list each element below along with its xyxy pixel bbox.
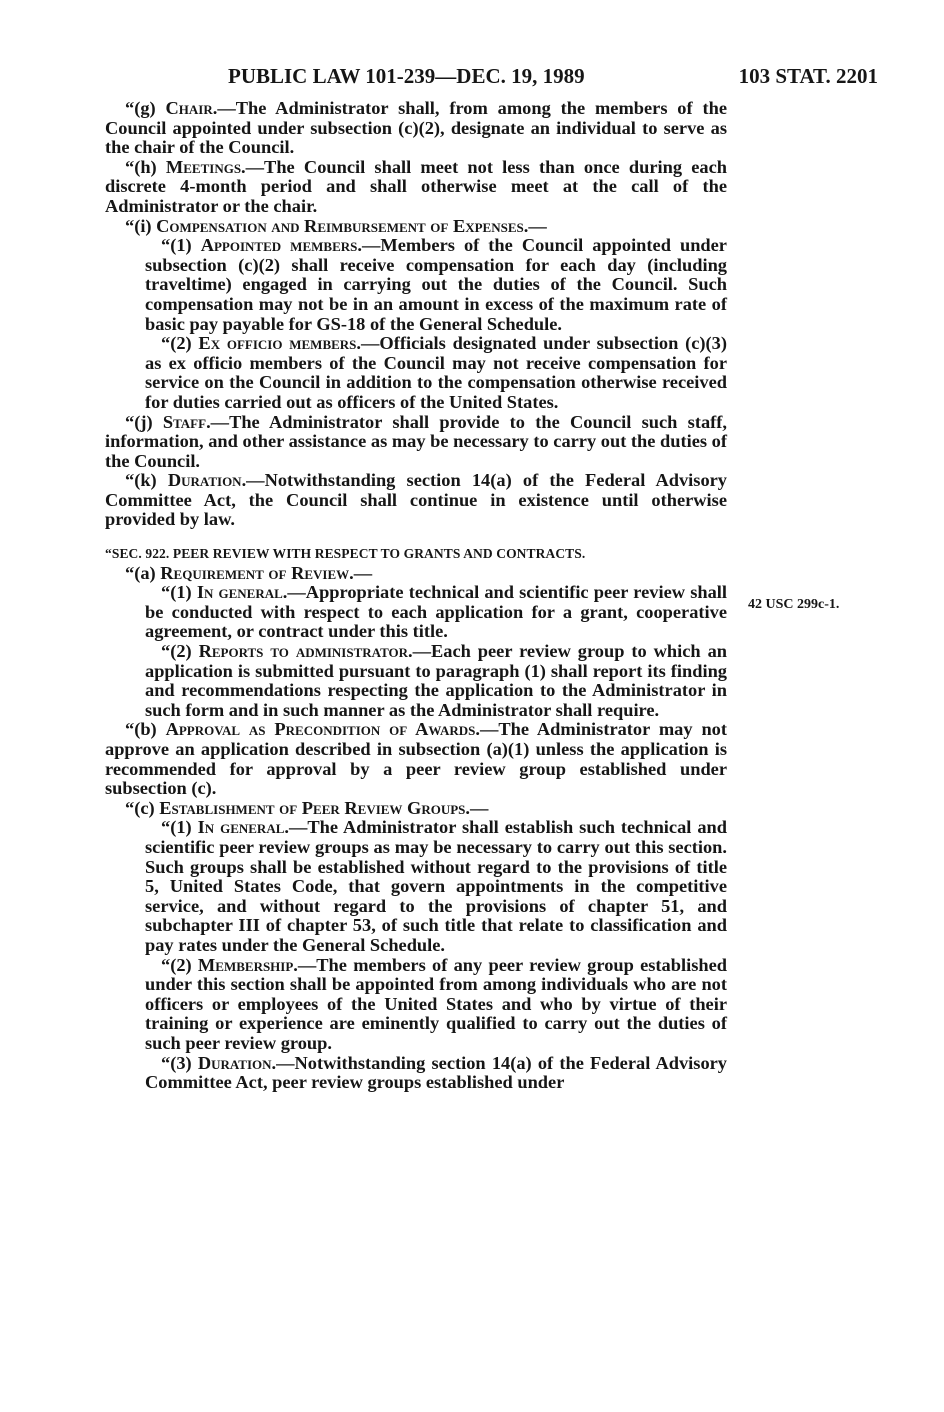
subsection-h: “(h) Meetings.—The Council shall meet not less than once during each discrete 4-month period and shall otherwise meet at the call of the Administrator or the chair.	[105, 156, 727, 216]
subsection-j: “(j) Staff.—The Administrator shall provide to the Council such staff, information, and other assistance as may be necessary to carry out the duties of the Council.	[105, 411, 728, 471]
paragraph-heading: Reports to administrator.	[198, 641, 413, 662]
paragraph-c-1: “(1) In general.—The Administrator shall establish such technical and scientific peer review groups as may be necessary to carry out this section. Such groups shall be established without regard to the provisions of title 5, United States Code, that govern appointments in the competitive service, and without regard to the provisions of chapter 51, and subchapter III of chapter 53, of such title that relate to classification and pay rates under the General Schedule.	[145, 817, 727, 955]
subsection-b: “(b) Approval as Precondition of Awards.—The Administrator may not approve an application described in subsection (a)(1) unless the application is recommended for approval by a peer review group established under subsection (c).	[105, 719, 727, 799]
paragraph-a-2: “(2) Reports to administrator.—Each peer review group to which an application is submitted pursuant to paragraph (1) shall report its finding and recommendations respecting the application to the Administrator in such form and in such manner as the Administrator shall require.	[145, 641, 727, 720]
paragraph-heading: Ex officio members.	[198, 333, 362, 354]
paragraph-heading: In general.	[197, 817, 289, 838]
paragraph-heading: Appointed members.	[200, 235, 362, 256]
subsection-heading: Meetings.	[165, 156, 246, 177]
running-header	[228, 64, 878, 88]
usc-margin-citation: 42 USC 299c-1.	[748, 597, 840, 612]
paragraph-heading: In general.	[196, 582, 288, 603]
paragraph-heading: Membership.	[197, 954, 298, 975]
subsection-i: “(i) Compensation and Reimbursement of Expenses.—	[125, 215, 547, 236]
subsection-heading: Staff.	[162, 411, 211, 432]
paragraph-a-1: “(1) In general.—Appropriate technical and scientific peer review shall be conducted with respect to each application for a grant, cooperative agreement, or contract under this title.	[145, 582, 727, 642]
subsection-heading: Requirement of Review.	[160, 562, 354, 583]
subsection-a: “(a) Requirement of Review.—	[125, 562, 373, 583]
subsection-heading: Approval as Precondition of Awards.	[165, 719, 480, 740]
subsection-heading: Establishment of Peer Review Groups.	[159, 797, 470, 818]
law-text-body	[105, 99, 727, 1093]
paragraph-i-2: “(2) Ex officio members.—Officials designated under subsection (c)(3) as ex officio members of the Council may not receive compensation for service on the Council in addition to the compensation otherwise received for duties carried out as officers of the United States.	[145, 333, 727, 412]
section-922-heading: “SEC. 922. PEER REVIEW WITH RESPECT TO GRANTS AND CONTRACTS.	[105, 546, 586, 562]
subsection-k: “(k) Duration.—Notwithstanding section 14(a) of the Federal Advisory Committee Act, the Council shall continue in existence until otherwise provided by law.	[105, 470, 727, 530]
paragraph-i-1: “(1) Appointed members.—Members of the Council appointed under subsection (c)(2) shall receive compensation for each day (including traveltime) engaged in carrying out the duties of the Council. Such compensation may not be in an amount in excess of the maximum rate of basic pay payable for GS-18 of the General Schedule.	[145, 235, 727, 334]
paragraph-c-3: “(3) Duration.—Notwithstanding section 14(a) of the Federal Advisory Committee Act, peer review groups established under	[145, 1052, 727, 1093]
subsection-g: “(g) Chair.—The Administrator shall, from among the members of the Council appointed under subsection (c)(2), designate an individual to serve as the chair of the Council.	[105, 98, 727, 158]
subsection-heading: Duration.	[167, 470, 247, 491]
law-citation: PUBLIC LAW 101-239—DEC. 19, 1989	[228, 64, 585, 88]
subsection-heading: Compensation and Reimbursement of Expenses.	[156, 215, 529, 236]
paragraph-heading: Duration.	[197, 1052, 277, 1073]
paragraph-c-2: “(2) Membership.—The members of any peer review group established under this section shall be appointed from among individuals who are not officers or employees of the United States and who by virtue of their training or experience are eminently qualified to carry out the duties of such peer review group.	[145, 954, 727, 1053]
subsection-heading: Chair.	[165, 98, 218, 118]
statute-page-number: 103 STAT. 2201	[738, 64, 878, 88]
subsection-c: “(c) Establishment of Peer Review Groups.—	[125, 797, 489, 818]
